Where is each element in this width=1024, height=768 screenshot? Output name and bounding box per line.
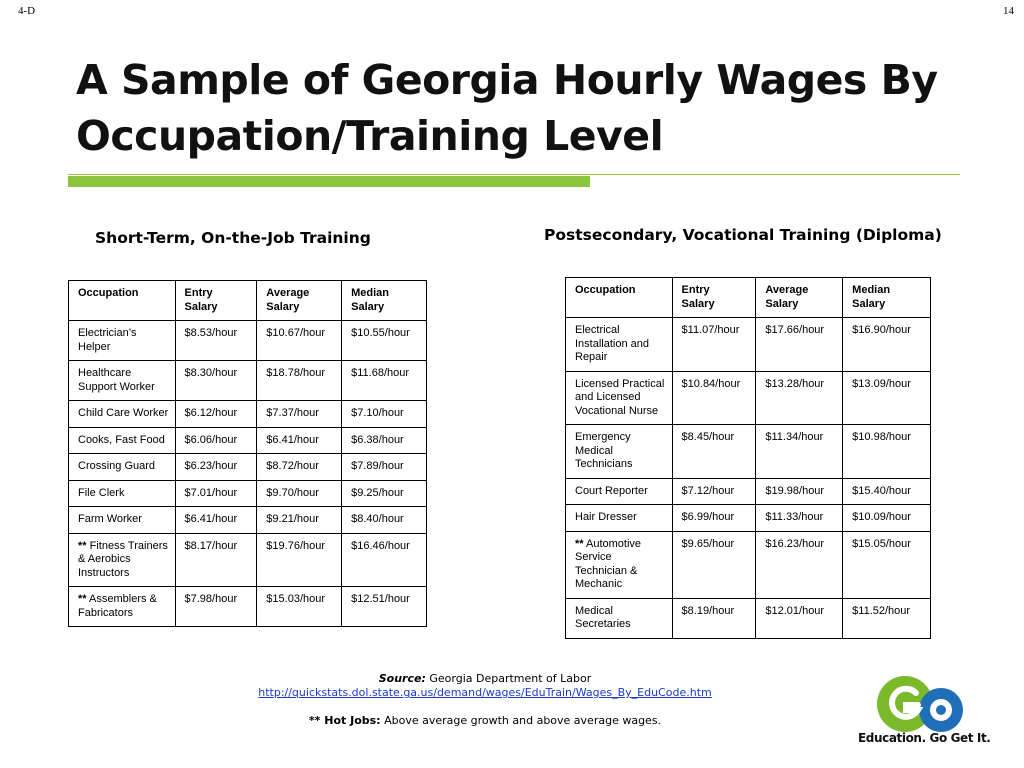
table-row bbox=[566, 425, 931, 479]
occupation-cell bbox=[69, 587, 176, 627]
occupation-name: File Clerk bbox=[78, 486, 125, 499]
occupation-name: Licensed Practical and Licensed Vocational Nurse bbox=[575, 377, 665, 417]
table-row bbox=[566, 371, 931, 425]
source-text: Georgia Department of Labor bbox=[429, 672, 592, 685]
entry-salary-cell: $9.65/hour bbox=[672, 531, 756, 598]
entry-salary-cell: $7.12/hour bbox=[672, 478, 756, 505]
entry-salary-cell: $6.23/hour bbox=[175, 454, 257, 481]
occupation-cell bbox=[566, 598, 673, 638]
median-salary-cell: $15.05/hour bbox=[843, 531, 931, 598]
occupation-cell bbox=[69, 480, 176, 507]
table-row bbox=[69, 361, 427, 401]
average-salary-cell: $9.70/hour bbox=[257, 480, 342, 507]
header-entry-salary: Entry Salary bbox=[175, 281, 257, 321]
occupation-name: Court Reporter bbox=[575, 484, 648, 497]
table-header-row bbox=[566, 278, 931, 318]
occupation-cell bbox=[69, 533, 176, 587]
entry-salary-cell: $8.17/hour bbox=[175, 533, 257, 587]
median-salary-cell: $15.40/hour bbox=[843, 478, 931, 505]
entry-salary-cell: $10.84/hour bbox=[672, 371, 756, 425]
average-salary-cell: $12.01/hour bbox=[756, 598, 843, 638]
table-row bbox=[69, 454, 427, 481]
entry-salary-cell: $8.30/hour bbox=[175, 361, 257, 401]
section-label: 4-D bbox=[18, 5, 36, 17]
average-salary-cell: $18.78/hour bbox=[257, 361, 342, 401]
source-link[interactable]: http://quickstats.dol.state.ga.us/demand/wages/EduTrain/Wages_By_EduCode.htm bbox=[258, 686, 712, 699]
on-the-job-wages-table bbox=[68, 280, 427, 627]
median-salary-cell: $11.52/hour bbox=[843, 598, 931, 638]
occupation-cell bbox=[69, 401, 176, 428]
occupation-cell bbox=[566, 318, 673, 372]
median-salary-cell: $7.10/hour bbox=[342, 401, 427, 428]
average-salary-cell: $10.67/hour bbox=[257, 321, 342, 361]
slide-title bbox=[76, 52, 976, 164]
entry-salary-cell: $11.07/hour bbox=[672, 318, 756, 372]
entry-salary-cell: $6.99/hour bbox=[672, 505, 756, 532]
table-row bbox=[69, 321, 427, 361]
occupation-cell bbox=[566, 505, 673, 532]
average-salary-cell: $19.98/hour bbox=[756, 478, 843, 505]
header-median-salary: Median Salary bbox=[342, 281, 427, 321]
average-salary-cell: $15.03/hour bbox=[257, 587, 342, 627]
table-row bbox=[69, 480, 427, 507]
table-header-row bbox=[69, 281, 427, 321]
source-label: Source: bbox=[378, 672, 426, 685]
entry-salary-cell: $6.12/hour bbox=[175, 401, 257, 428]
table-row bbox=[566, 478, 931, 505]
median-salary-cell: $9.25/hour bbox=[342, 480, 427, 507]
table-row bbox=[69, 533, 427, 587]
vocational-wages-table bbox=[565, 277, 931, 639]
occupation-cell bbox=[69, 454, 176, 481]
table-row bbox=[69, 427, 427, 454]
slide-title-line2: Occupation/Training Level bbox=[76, 112, 664, 160]
average-salary-cell: $11.33/hour bbox=[756, 505, 843, 532]
occupation-cell bbox=[566, 425, 673, 479]
table-row bbox=[566, 598, 931, 638]
table-row bbox=[566, 505, 931, 532]
occupation-name: Hair Dresser bbox=[575, 511, 637, 523]
title-rule-thin bbox=[68, 174, 960, 175]
entry-salary-cell: $8.19/hour bbox=[672, 598, 756, 638]
title-rule-thick bbox=[68, 176, 590, 187]
entry-salary-cell: $7.98/hour bbox=[175, 587, 257, 627]
occupation-cell bbox=[69, 321, 176, 361]
header-entry-salary: Entry Salary bbox=[672, 278, 756, 318]
hot-job-marker: ** bbox=[78, 539, 87, 552]
entry-salary-cell: $8.45/hour bbox=[672, 425, 756, 479]
average-salary-cell: $7.37/hour bbox=[257, 401, 342, 428]
header-median-salary: Median Salary bbox=[843, 278, 931, 318]
average-salary-cell: $6.41/hour bbox=[257, 427, 342, 454]
median-salary-cell: $10.55/hour bbox=[342, 321, 427, 361]
average-salary-cell: $13.28/hour bbox=[756, 371, 843, 425]
occupation-cell bbox=[69, 427, 176, 454]
occupation-cell bbox=[566, 531, 673, 598]
median-salary-cell: $13.09/hour bbox=[843, 371, 931, 425]
median-salary-cell: $6.38/hour bbox=[342, 427, 427, 454]
table-row bbox=[69, 587, 427, 627]
logo-tagline: Education. Go Get It. bbox=[858, 731, 991, 745]
entry-salary-cell: $7.01/hour bbox=[175, 480, 257, 507]
average-salary-cell: $17.66/hour bbox=[756, 318, 843, 372]
occupation-name: Electrician’s Helper bbox=[78, 327, 137, 353]
header-average-salary: Average Salary bbox=[756, 278, 843, 318]
median-salary-cell: $16.46/hour bbox=[342, 533, 427, 587]
hot-jobs-label: ** Hot Jobs: bbox=[308, 714, 381, 727]
average-salary-cell: $8.72/hour bbox=[257, 454, 342, 481]
occupation-name: Automotive Service Technician & Mechanic bbox=[575, 537, 642, 590]
occupation-cell bbox=[69, 507, 176, 534]
average-salary-cell: $16.23/hour bbox=[756, 531, 843, 598]
header-occupation: Occupation bbox=[566, 278, 673, 318]
header-occupation: Occupation bbox=[69, 281, 176, 321]
occupation-cell bbox=[566, 371, 673, 425]
occupation-name: Crossing Guard bbox=[78, 460, 156, 472]
occupation-name: Farm Worker bbox=[78, 513, 142, 525]
median-salary-cell: $10.98/hour bbox=[843, 425, 931, 479]
entry-salary-cell: $6.06/hour bbox=[175, 427, 257, 454]
average-salary-cell: $11.34/hour bbox=[756, 425, 843, 479]
right-table-heading: Postsecondary, Vocational Training (Diploma) bbox=[544, 226, 942, 244]
occupation-name: Fitness Trainers & Aerobics Instructors bbox=[78, 539, 168, 579]
source-note bbox=[200, 672, 770, 685]
left-table-heading: Short-Term, On-the-Job Training bbox=[95, 229, 371, 247]
entry-salary-cell: $8.53/hour bbox=[175, 321, 257, 361]
occupation-name: Assemblers & Fabricators bbox=[78, 593, 157, 619]
median-salary-cell: $7.89/hour bbox=[342, 454, 427, 481]
slide-title-line1: A Sample of Georgia Hourly Wages By bbox=[76, 56, 938, 104]
median-salary-cell: $10.09/hour bbox=[843, 505, 931, 532]
logo-blue-circle bbox=[919, 688, 963, 732]
occupation-name: Child Care Worker bbox=[78, 407, 169, 419]
hot-jobs-note bbox=[200, 714, 770, 727]
page-number: 14 bbox=[1003, 5, 1014, 17]
hot-job-marker: ** bbox=[78, 593, 87, 605]
occupation-name: Cooks, Fast Food bbox=[78, 433, 165, 446]
table-row bbox=[566, 531, 931, 598]
median-salary-cell: $12.51/hour bbox=[342, 587, 427, 627]
table-row bbox=[566, 318, 931, 372]
occupation-cell bbox=[69, 361, 176, 401]
hot-job-marker: ** bbox=[575, 537, 584, 550]
average-salary-cell: $9.21/hour bbox=[257, 507, 342, 534]
occupation-name: Healthcare Support Worker bbox=[78, 367, 155, 393]
table-row bbox=[69, 401, 427, 428]
median-salary-cell: $11.68/hour bbox=[342, 361, 427, 401]
entry-salary-cell: $6.41/hour bbox=[175, 507, 257, 534]
header-average-salary: Average Salary bbox=[257, 281, 342, 321]
occupation-name: Emergency Medical Technicians bbox=[575, 431, 633, 470]
table-row bbox=[69, 507, 427, 534]
occupation-name: Medical Secretaries bbox=[575, 604, 631, 630]
median-salary-cell: $16.90/hour bbox=[843, 318, 931, 372]
hot-jobs-text: Above average growth and above average wages. bbox=[384, 714, 662, 727]
average-salary-cell: $19.76/hour bbox=[257, 533, 342, 587]
occupation-name: Electrical Installation and Repair bbox=[575, 324, 649, 363]
median-salary-cell: $8.40/hour bbox=[342, 507, 427, 534]
occupation-cell bbox=[566, 478, 673, 505]
